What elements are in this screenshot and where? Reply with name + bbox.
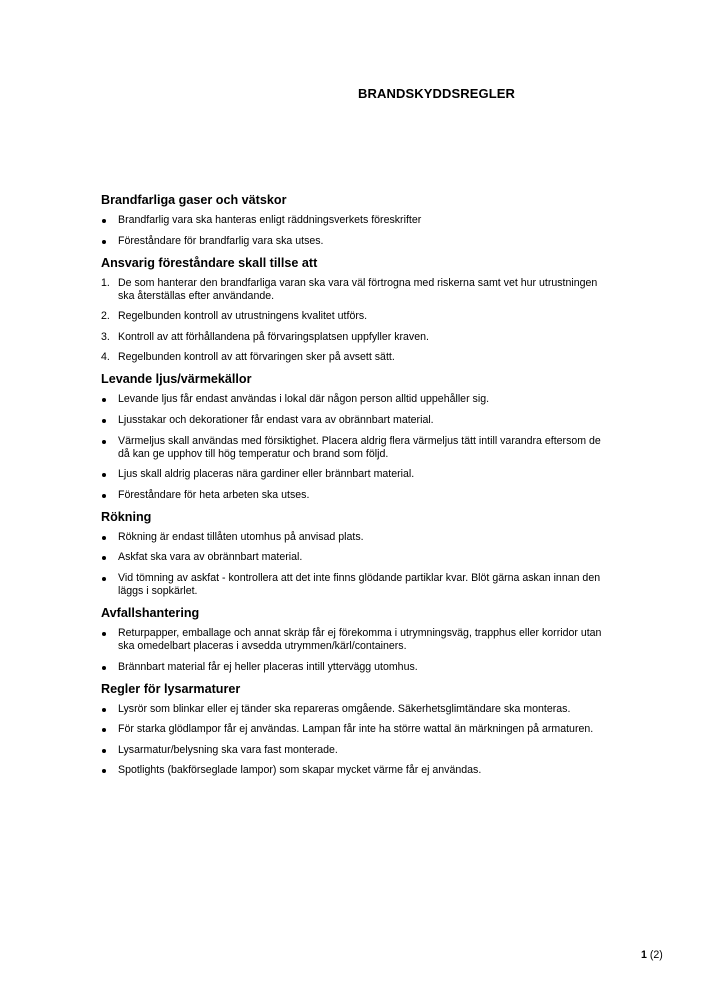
page-current: 1 (641, 949, 647, 961)
list-item (101, 331, 611, 344)
list-item (101, 235, 611, 248)
list-item-text: Brandfarlig vara ska hanteras enligt räddningsverkets föreskrifter (118, 214, 422, 226)
list-item-text: Föreståndare för brandfarlig vara ska utses. (118, 234, 324, 247)
bullet-icon (102, 749, 106, 753)
list-number: 3. (101, 330, 110, 343)
section (101, 193, 611, 248)
bullet-icon (102, 556, 106, 560)
section (101, 510, 611, 598)
bullet-list (101, 214, 611, 248)
bullet-icon (102, 769, 106, 773)
section (101, 372, 611, 501)
list-item (101, 551, 611, 564)
list-item-text: Returpapper, emballage och annat skräp får ej förekomma i utrymningsväg, trapphus eller korridor utan ska omedelbart placeras i avsedda utrymmen/kärl/containers. (118, 626, 602, 652)
list-number: 4. (101, 351, 110, 364)
list-number: 2. (101, 310, 110, 323)
list-item (101, 572, 611, 598)
bullet-list (101, 531, 611, 598)
bullet-icon (102, 536, 106, 540)
list-item-text: Rökning är endast tillåten utomhus på anvisad plats. (118, 530, 364, 543)
list-item (101, 627, 611, 653)
section-heading: Avfallshantering (101, 605, 200, 620)
list-item-text: Lysarmatur/belysning ska vara fast monterade. (118, 743, 338, 756)
list-item-text: Brännbart material får ej heller placeras intill yttervägg utomhus. (118, 660, 418, 673)
list-item (101, 489, 611, 502)
list-item (101, 661, 611, 674)
list-item (101, 214, 611, 227)
section-heading: Regler för lysarmaturer (101, 681, 241, 696)
list-item (101, 723, 611, 736)
list-item-text: För starka glödlampor får ej användas. Lampan får inte ha större wattal än märkningen på armaturen. (118, 723, 594, 736)
section-heading: Rökning (101, 509, 152, 524)
list-item-text: Spotlights (bakförseglade lampor) som skapar mycket värme får ej användas. (118, 764, 482, 777)
page-total: (2) (646, 949, 663, 961)
section (101, 606, 611, 674)
list-item (101, 764, 611, 777)
numbered-list (101, 277, 611, 365)
list-item-text: Värmeljus skall användas med försiktighet. Placera aldrig flera värmeljus tätt intill varandra eftersom de då kan ge upphov till hög temperatur och brand som följd. (118, 434, 601, 460)
list-item (101, 310, 611, 323)
bullet-icon (102, 419, 106, 423)
list-item (101, 351, 611, 364)
bullet-list (101, 393, 611, 501)
list-item (101, 435, 611, 461)
bullet-icon (102, 728, 106, 732)
bullet-icon (102, 398, 106, 402)
section-heading: Ansvarig föreståndare skall tillse att (101, 255, 318, 270)
list-item-text: De som hanterar den brandfarliga varan ska vara väl förtrogna med riskerna samt vet hur utrustningen ska återställas efter användande. (118, 276, 598, 302)
list-item (101, 277, 611, 303)
list-number: 1. (101, 276, 110, 289)
section-heading: Levande ljus/värmekällor (101, 372, 252, 387)
list-item-text: Ljus skall aldrig placeras nära gardiner eller brännbart material. (118, 468, 415, 481)
bullet-list (101, 627, 611, 674)
bullet-icon (102, 219, 106, 223)
bullet-icon (102, 632, 106, 636)
list-item-text: Askfat ska vara av obrännbart material. (118, 551, 303, 564)
bullet-icon (102, 708, 106, 712)
list-item-text: Ljusstakar och dekorationer får endast vara av obrännbart material. (118, 413, 434, 426)
list-item (101, 531, 611, 544)
list-item (101, 703, 611, 716)
bullet-icon (102, 440, 106, 444)
bullet-list (101, 703, 611, 778)
list-item-text: Lysrör som blinkar eller ej tänder ska repareras omgående. Säkerhetsglimtändare ska monteras. (118, 702, 571, 715)
document-body (101, 193, 611, 785)
bullet-icon (102, 240, 106, 244)
list-item-text: Vid tömning av askfat - kontrollera att det inte finns glödande partiklar kvar. Blöt gärna askan innan den läggs i sopkärlet. (118, 571, 601, 597)
section (101, 256, 611, 365)
list-item (101, 414, 611, 427)
document-title: BRANDSKYDDSREGLER (358, 86, 515, 101)
list-item-text: Levande ljus får endast användas i lokal där någon person alltid uppehåller sig. (118, 393, 490, 406)
list-item (101, 393, 611, 406)
section (101, 682, 611, 778)
bullet-icon (102, 577, 106, 581)
list-item-text: Föreståndare för heta arbeten ska utses. (118, 488, 310, 501)
list-item-text: Regelbunden kontroll av att förvaringen sker på avsett sätt. (118, 351, 395, 364)
list-item (101, 468, 611, 481)
bullet-icon (102, 666, 106, 670)
section-heading: Brandfarliga gaser och vätskor (101, 193, 287, 207)
page-number (641, 949, 663, 961)
list-item-text: Kontroll av att förhållandena på förvaringsplatsen uppfyller kraven. (118, 330, 429, 343)
list-item (101, 744, 611, 757)
bullet-icon (102, 473, 106, 477)
list-item-text: Regelbunden kontroll av utrustningens kvalitet utförs. (118, 310, 368, 323)
bullet-icon (102, 494, 106, 498)
